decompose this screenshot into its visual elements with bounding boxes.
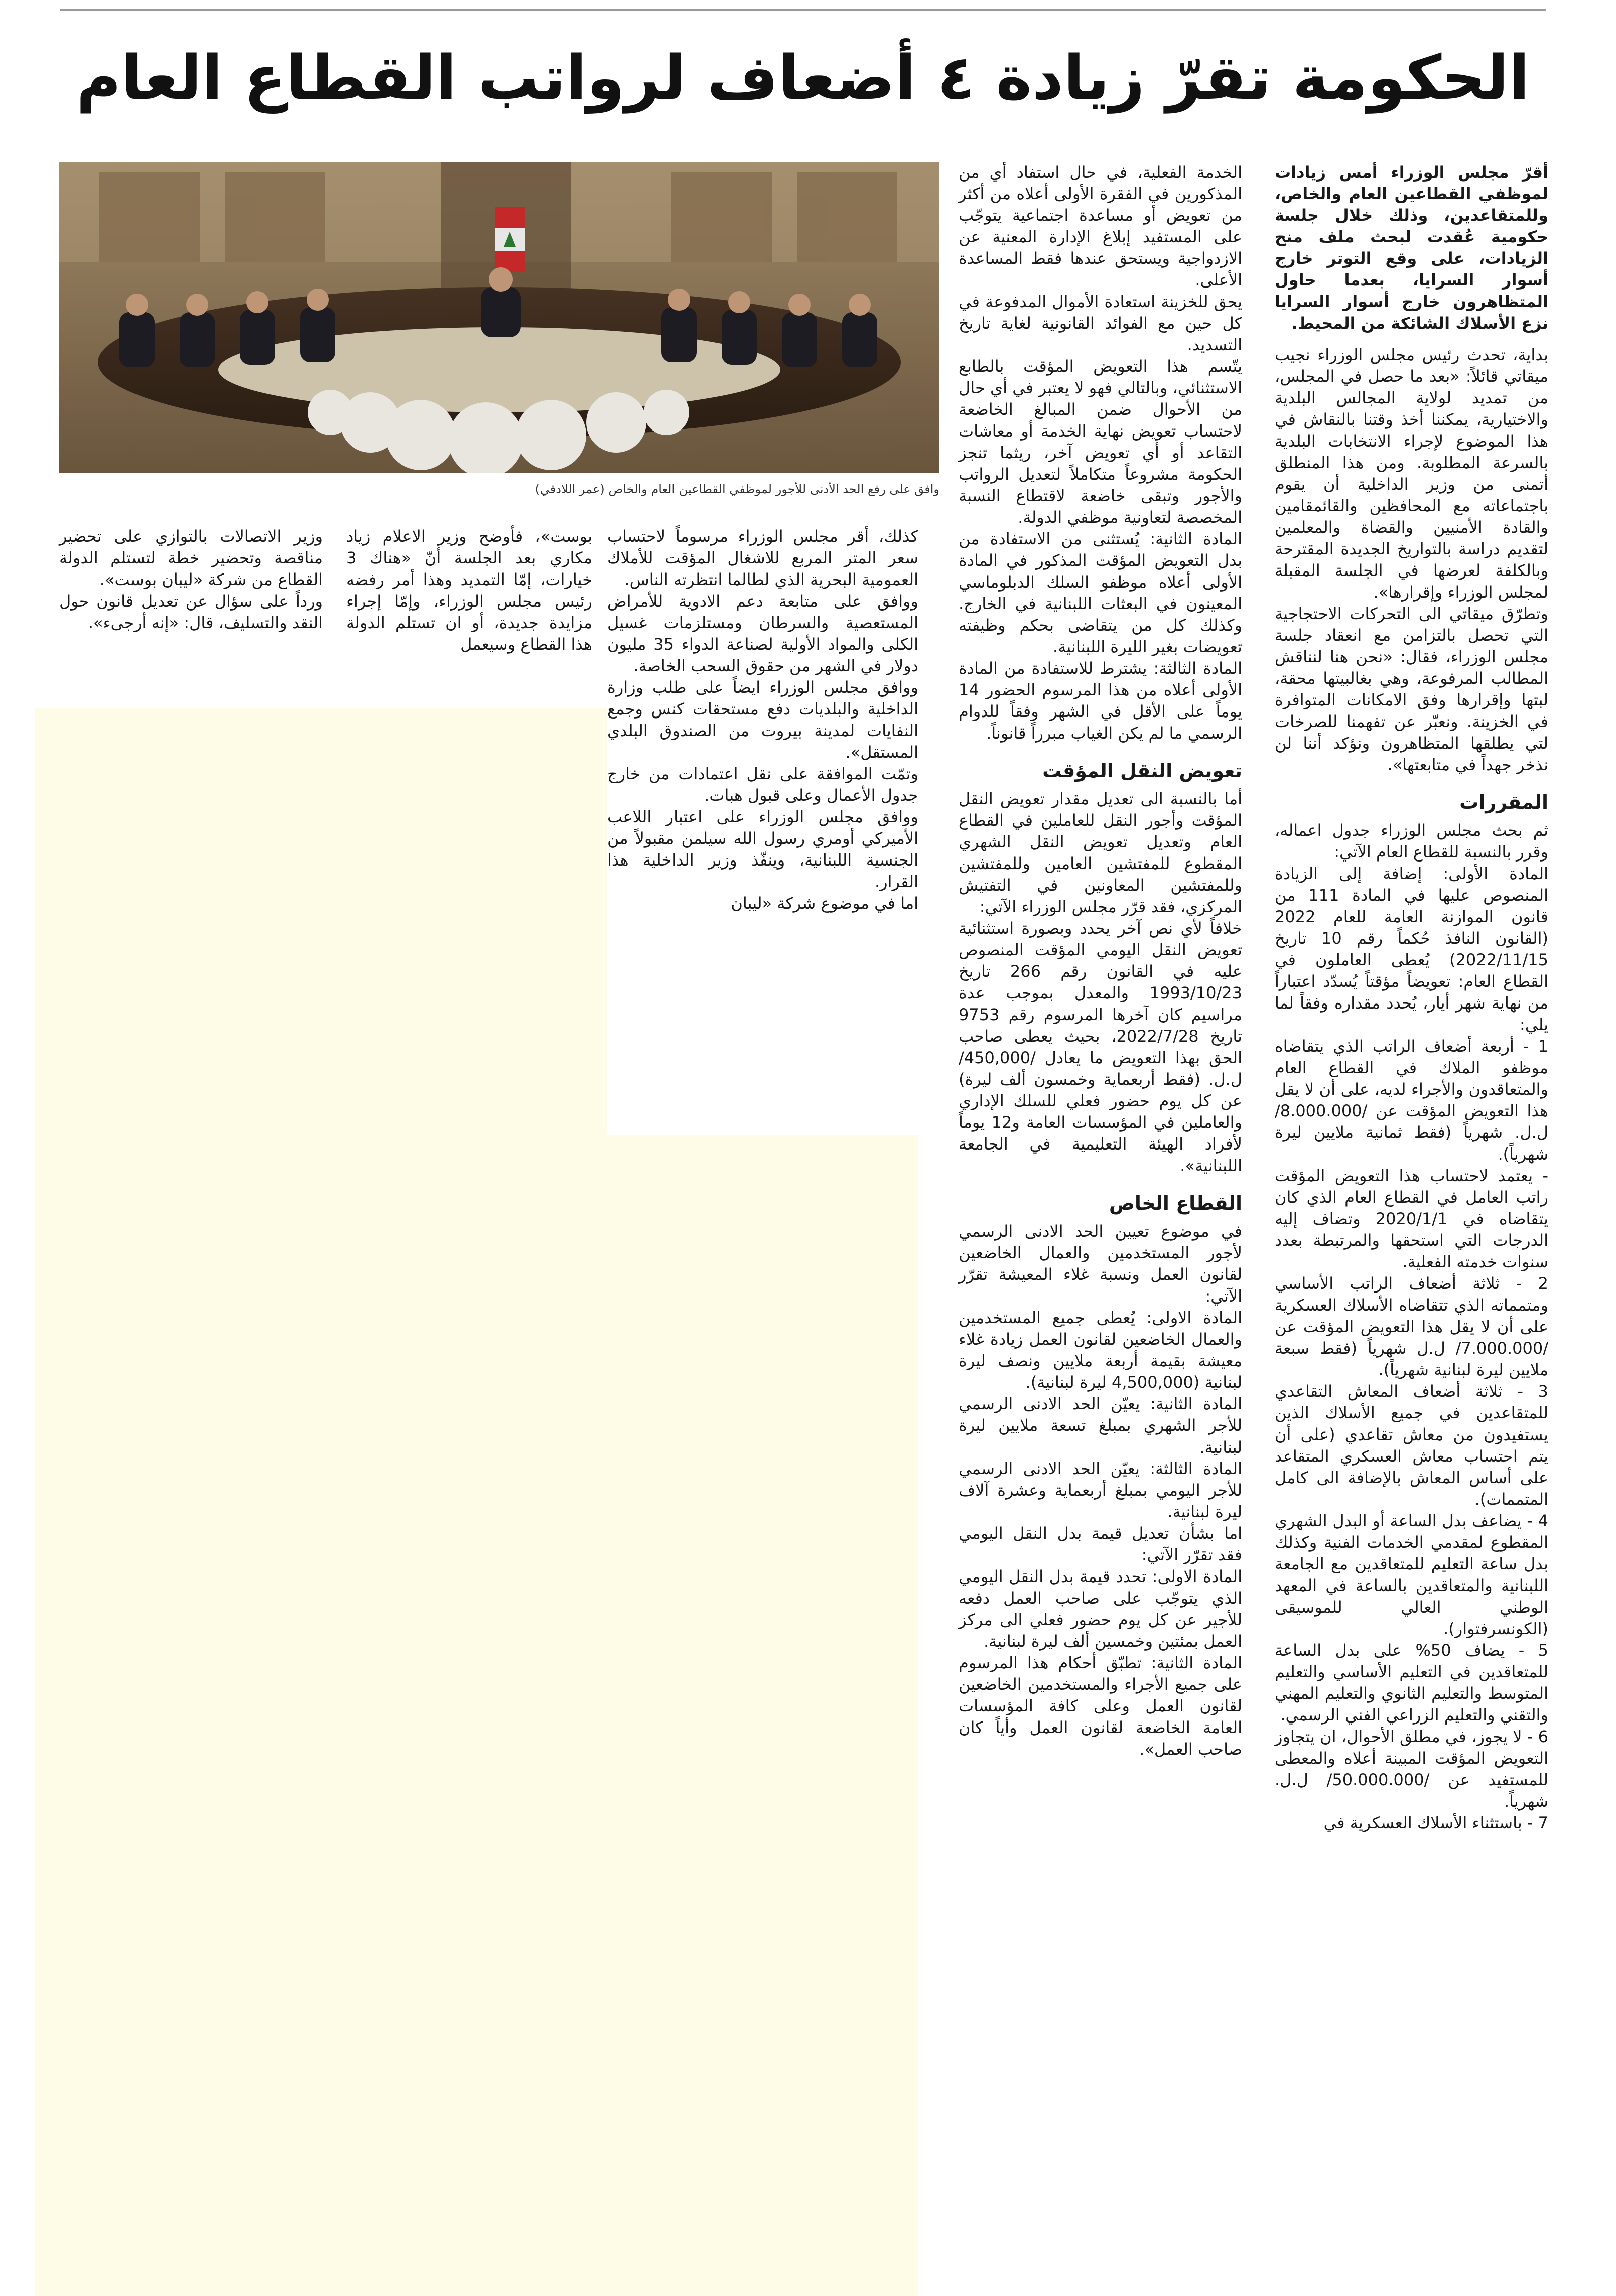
section-heading: تعويض النقل المؤقت xyxy=(1042,760,1242,782)
headline: الحكومة تقرّ زيادة ٤ أضعاف لرواتب القطاع العام xyxy=(76,42,1530,113)
paragraph: أما بالنسبة الى تعديل مقدار تعويض النقل المؤقت وأجور النقل للعاملين في القطاع العام وتعديل تعويض النقل الشهري المقطوع للمفتشين العامين وللمفتشين وللمفتشين المعاونين في التفتيش المركزي، فقد قرّر مجلس الوزراء الآتي: xyxy=(959,789,1242,916)
paragraph: خلافاً لأي نص آخر يحدد وبصورة استثنائية تعويض النقل اليومي المؤقت المنصوص عليه في القانون رقم 266 تاريخ 1993/10/23 والمعدل بموجب عدة مراسيم كان آخرها المرسوم رقم 9753 تاريخ 2022/7/28، بحيث يعطى صاحب الحق بهذا التعويض ما يعادل /450,000/ ل.ل. (فقط أربعماية وخمسون ألف ليرة) عن كل يوم حضور فعلي للسلك الإداري والعاملين في المؤسسات العامة و12 يوماً لأفراد الهيئة التعليمية في الجامعة اللبنانية». xyxy=(959,919,1243,1175)
paragraph: كذلك، أقر مجلس الوزراء مرسوماً لاحتساب سعر المتر المربع للاشغال المؤقت للأملاك العمومية البحرية الذي لطالما انتظرته الناس. xyxy=(607,527,918,589)
article-column-2 xyxy=(959,162,1242,1760)
cabinet-meeting-image xyxy=(59,162,939,473)
article-column-3 xyxy=(607,526,918,914)
paragraph: 7 - باستثناء الأسلاك العسكرية في xyxy=(1323,1813,1548,1832)
paragraph: ووافق مجلس الوزراء ايضاً على طلب وزارة الداخلية والبلديات دفع مستحقات كنس وجمع النفايات لمدينة بيروت من الصندوق البلدي المستقل». xyxy=(607,678,918,762)
paragraph: المادة الثالثة: يعيّن الحد الادنى الرسمي للأجر اليومي بمبلغ أربعماية وعشرة آلاف ليرة لبنانية. xyxy=(959,1459,1242,1521)
paragraph: بوست»، فأوضح وزير الاعلام زياد مكاري بعد الجلسة أنّ «هناك 3 خيارات، إمّا التمديد وهذا أمر رفضه رئيس مجلس الوزراء، وإمّا إجراء مزايدة جديدة، أو ان تستلم الدولة هذا القطاع وسيعمل xyxy=(346,527,592,654)
yellow-ad-space-upper xyxy=(607,1135,918,2296)
yellow-ad-space xyxy=(35,708,607,2296)
paragraph: وتطرّق ميقاتي الى التحركات الاحتجاجية التي تحصل بالتزامن مع انعقاد جلسة مجلس الوزراء، فقال: «نحن هنا لنناقش المطالب المرفوعة، وهي بغالبيتها محقة، لبتها وإقرارها وفق الامكانات المتوافرة في الخزينة. ونعبّر عن تفهمنا للصرخات لتي يطلقها المتظاهرون ونؤكد أننا لن نذخر جهداً في متابعتها». xyxy=(1275,604,1548,774)
paragraph: المادة الاولى: يُعطى جميع المستخدمين والعمال الخاضعين لقانون العمل زيادة غلاء معيشة بقيمة أربعة ملايين ونصف ليرة لبنانية (4,500,000 ليرة لبنانية). xyxy=(959,1308,1242,1392)
paragraph: 3 - ثلاثة أضعاف المعاش التقاعدي للمتقاعدين في جميع الأسلاك الذين يستفيدون من معاش تقاعدي (على أن يتم احتساب معاش العسكري المتقاعد على أساس المعاش بالإضافة الى كامل المتممات). xyxy=(1275,1382,1548,1509)
paragraph: 4 - يضاعف بدل الساعة أو البدل الشهري المقطوع لمقدمي الخدمات الفنية وكذلك بدل ساعة التعليم للمتعاقدين مع الجامعة اللبنانية والمتعاقدين بالساعة في المعهد الوطني العالي للموسيقى (الكونسرفتوار). xyxy=(1275,1511,1548,1638)
section-heading: القطاع الخاص xyxy=(1109,1192,1242,1214)
paragraph: وتمّت الموافقة على نقل اعتمادات من خارج جدول الأعمال وعلى قبول هبات. xyxy=(607,764,918,805)
paragraph: المادة الثانية: يُستثنى من الاستفادة من بدل التعويض المؤقت المذكور في المادة الأولى أعلاه موظفو السلك الدبلوماسي المعينون في البعثات اللبنانية في الخارج. وكذلك كل من يتقاضى بحكم وظيفته تعويضات بغير الليرة اللبنانية. xyxy=(959,529,1242,656)
paragraph: بداية، تحدث رئيس مجلس الوزراء نجيب ميقاتي قائلاً: «بعد ما حصل في المجلس، من تمديد لولاية المجالس البلدية والاختيارية، يمكننا أخذ وقتنا بالنقاش في هذا الموضوع لإجراء الانتخابات البلدية بالسرعة المطلوبة. ومن هذا المنطلق أتمنى من وزير الداخلية أن يقوم باجتماعاته مع المحافظين والقائمقامين والقادة الأمنيين والقضاة والمعلمين لتقديم دراسة بالتواريخ الجديدة المقترحة وبالكلفة لعرضها في الجلسة المقبلة لمجلس الوزراء وإقرارها». xyxy=(1275,345,1548,602)
paragraph: 5 - يضاف 50% على بدل الساعة للمتعاقدين في التعليم الأساسي والتعليم المتوسط والتعليم الثانوي والتعليم المهني والتقني والتعليم الزراعي الفني الرسمي. xyxy=(1275,1641,1549,1725)
photo-caption: وافق على رفع الحد الأدنى للأجور لموظفي القطاعين العام والخاص (عمر اللادقي) xyxy=(535,482,939,496)
paragraph: المادة الثانية: تطبّق أحكام هذا المرسوم على جميع الأجراء والمستخدمين الخاضعين لقانون العمل وعلى كافة المؤسسات العامة الخاضعة لقانون العمل وأياً كان صاحب العمل». xyxy=(959,1653,1242,1759)
paragraph: في موضوع تعيين الحد الادنى الرسمي لأجور المستخدمين والعمال الخاضعين لقانون العمل ونسبة غلاء المعيشة تقرّر الآتي: xyxy=(959,1222,1242,1306)
paragraph: ووافق مجلس الوزراء على اعتبار اللاعب الأميركي أومري رسول الله سيلمن مقبولاً من الجنسية اللبنانية، وينفّذ وزير الداخلية هذا القرار. xyxy=(607,807,918,891)
paragraph: المادة الثانية: يعيّن الحد الادنى الرسمي للأجر الشهري بمبلغ تسعة ملايين ليرة لبنانية. xyxy=(959,1394,1242,1457)
paragraph: المادة الاولى: تحدد قيمة بدل النقل اليومي الذي يتوجّب على صاحب العمل دفعه للأجير عن كل يوم حضور فعلي الى مركز العمل بمئتين وخمسين ألف ليرة لبنانية. xyxy=(959,1567,1242,1651)
paragraph: وزير الاتصالات بالتوازي على تحضير مناقصة وتحضير خطة لتستلم الدولة القطاع من شركة «ليبان بوست». xyxy=(59,527,323,589)
article-column-1 xyxy=(1275,162,1548,1834)
paragraph: 6 - لا يجوز، في مطلق الأحوال، ان يتجاوز التعويض المؤقت المبينة أعلاه والمعطى للمستفيد عن /50.000.000/ ل.ل. شهرياً. xyxy=(1275,1727,1549,1811)
paragraph: المادة الثالثة: يشترط للاستفادة من المادة الأولى أعلاه من هذا المرسوم الحضور 14 يوماً على الأقل في الشهر وفقاً للدوام الرسمي ما لم يكن الغياب مبرراً قانوناً. xyxy=(959,659,1242,743)
paragraph: 2 - ثلاثة أضعاف الراتب الأساسي ومتمماته الذي تتقاضاه الأسلاك العسكرية على أن لا يقل هذا التعويض المؤقت عن /7.000.000/ ل.ل شهرياً (فقط سبعة ملايين ليرة لبنانية شهرياً). xyxy=(1275,1274,1548,1379)
paragraph: اما في موضوع شركة «ليبان xyxy=(731,894,918,913)
paragraph: 1 - أربعة أضعاف الراتب الذي يتقاضاه موظفو الملاك في القطاع العام والمتعاقدون والأجراء لديه، على أن لا يقل هذا التعويض المؤقت عن /8.000.000/ ل.ل. شهرياً (فقط ثمانية ملايين ليرة شهرياً). xyxy=(1275,1037,1548,1164)
paragraph: ثم بحث مجلس الوزراء جدول اعماله، وقرر بالنسبة للقطاع العام الآتي: xyxy=(1275,821,1548,862)
paragraph: - يعتمد لاحتساب هذا التعويض المؤقت راتب العامل في القطاع العام الذي كان يتقاضاه في 2020/1/1 وتضاف إليه الدرجات التي استحقها والمرتبطة بعدد سنوات خدمته الفعلية. xyxy=(1275,1166,1549,1271)
paragraph: ورداً على سؤال عن تعديل قانون حول النقد والتسليف، قال: «إنه أرجىء». xyxy=(59,592,323,632)
top-rule xyxy=(60,9,1546,11)
paragraph: يحق للخزينة استعادة الأموال المدفوعة في كل حين مع الفوائد القانونية لغاية تاريخ التسديد. xyxy=(959,292,1242,354)
cabinet-meeting-photo xyxy=(59,162,939,473)
paragraph: يتّسم هذا التعويض المؤقت بالطابع الاستثنائي، وبالتالي فهو لا يعتبر في أي حال من الأحوال ضمن المبالغ الخاضعة لاحتساب تعويض نهاية الخدمة أو معاشات التقاعد أو أي تعويض آخر، ريثما تنجز الحكومة مشروعاً متكاملاً لتعديل الرواتب والأجور وتبقى خاضعة لاقتطاع النسبة المخصصة لتعاونية موظفي الدولة. xyxy=(959,357,1242,527)
paragraph: الخدمة الفعلية، في حال استفاد أي من المذكورين في الفقرة الأولى أعلاه من أكثر من تعويض أو مساعدة اجتماعية يتوجّب على المستفيد إبلاغ الإدارة المعنية عن الازدواجية ويستحق عندها فقط المساعدة الأعلى. xyxy=(959,163,1242,290)
article-column-5 xyxy=(59,526,323,634)
paragraph: المادة الأولى: إضافة إلى الزيادة المنصوص عليها في المادة 111 من قانون الموازنة العامة للعام 2022 (القانون النافذ حُكماً رقم 10 تاريخ 2022/11/15) يُعطى العاملون في القطاع العام: تعويضاً مؤقتاً يُسدّد اعتباراً من نهاية شهر أيار، يُحدد مقداره وفقاً لما يلي: xyxy=(1275,864,1549,1034)
section-heading: المقررات xyxy=(1459,791,1548,813)
paragraph: اما بشأن تعديل قيمة بدل النقل اليومي فقد تقرّر الآتي: xyxy=(959,1524,1242,1564)
lead-paragraph: أقرّ مجلس الوزراء أمس زيادات لموظفي القطاعين العام والخاص، وللمتقاعدين، وذلك خلال جلسة حكومية عُقدت لبحث ملف منح الزيادات، على وقع التوتر خارج أسوار السرايا، بعدما حاول المتظاهرون خارج أسوار السرايا نزع الأسلاك الشائكة من المحيط. xyxy=(1275,163,1548,333)
article-column-4 xyxy=(346,526,592,655)
paragraph: ووافق على متابعة دعم الادوية للأمراض المستعصية والسرطان ومستلزمات غسيل الكلى والمواد الأولية لصناعة الدواء 35 مليون دولار في الشهر من حقوق السحب الخاصة. xyxy=(607,592,918,675)
